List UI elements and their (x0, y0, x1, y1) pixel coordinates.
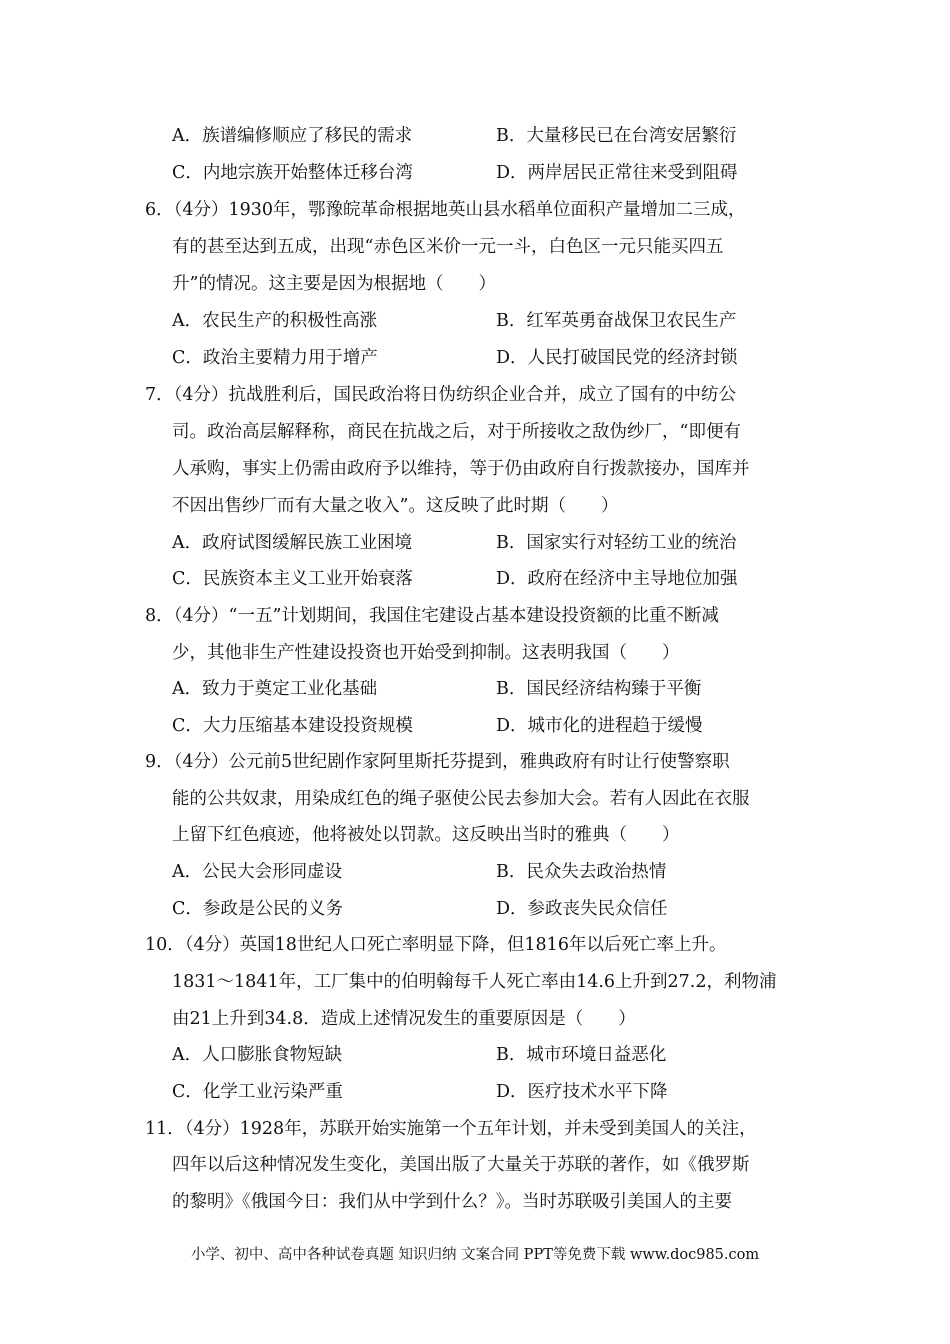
q7-option-a: A．政府试图缓解民族工业困境 (172, 533, 413, 553)
q6-stem-line-2: 有的甚至达到五成，出现“赤色区米价一元一斗，白色区一元只能买四五 (172, 237, 724, 257)
q8-option-d: D．城市化的进程趋于缓慢 (496, 716, 703, 736)
q9-stem-line-1: 9．（4分）公元前5世纪剧作家阿里斯托芬提到，雅典政府有时让行使警察职 (145, 752, 730, 772)
q6-option-a: A．农民生产的积极性高涨 (172, 311, 378, 331)
page-footer: 小学、初中、高中各种试卷真题 知识归纳 文案合同 PPT等免费下载 www.doc985.com (190, 1247, 760, 1263)
q9-option-b: B．民众失去政治热情 (496, 862, 667, 882)
q9-stem-line-2: 能的公共奴隶，用染成红色的绳子驱使公民去参加大会。若有人因此在衣服 (172, 789, 750, 809)
q11-stem-line-2: 四年以后这种情况发生变化，美国出版了大量关于苏联的著作，如《俄罗斯 (172, 1155, 750, 1175)
q5-option-d: D．两岸居民正常往来受到阻碍 (496, 163, 738, 183)
q10-stem-line-3: 由21上升到34.8．造成上述情况发生的重要原因是（ ） (172, 1009, 636, 1029)
q11-stem-line-3: 的黎明》《俄国今日：我们从中学到什么？》。当时苏联吸引美国人的主要 (172, 1192, 732, 1212)
q6-option-b: B．红军英勇奋战保卫农民生产 (496, 311, 737, 331)
q7-stem-line-1: 7．（4分）抗战胜利后，国民政治将日伪纺织企业合并，成立了国有的中纺公 (145, 385, 737, 405)
q7-option-d: D．政府在经济中主导地位加强 (496, 569, 738, 589)
q8-stem-line-2: 少，其他非生产性建设投资也开始受到抑制。这表明我国（ ） (172, 643, 680, 663)
q10-option-d: D．医疗技术水平下降 (496, 1082, 668, 1102)
q11-stem-line-1: 11．（4分）1928年，苏联开始实施第一个五年计划，并未受到美国人的关注， (145, 1119, 757, 1139)
q5-option-b: B．大量移民已在台湾安居繁衍 (496, 126, 737, 146)
q5-option-a: A．族谱编修顺应了移民的需求 (172, 126, 413, 146)
q8-option-c: C．大力压缩基本建设投资规模 (172, 716, 413, 736)
q9-stem-line-3: 上留下红色痕迹，他将被处以罚款。这反映出当时的雅典（ ） (172, 825, 680, 845)
q10-option-a: A．人口膨胀食物短缺 (172, 1045, 343, 1065)
q7-stem-line-3: 人承购，事实上仍需由政府予以维持，等于仍由政府自行拨款接办，国库并 (172, 459, 750, 479)
q9-option-a: A．公民大会形同虚设 (172, 862, 343, 882)
q7-option-b: B．国家实行对轻纺工业的统治 (496, 533, 737, 553)
q7-stem-line-4: 不因出售纱厂而有大量之收入”。这反映了此时期（ ） (172, 496, 619, 516)
q8-stem-line-1: 8．（4分）“一五”计划期间，我国住宅建设占基本建设投资额的比重不断减 (145, 606, 719, 626)
q8-option-b: B．国民经济结构臻于平衡 (496, 679, 702, 699)
q10-option-b: B．城市环境日益恶化 (496, 1045, 667, 1065)
q10-option-c: C．化学工业污染严重 (172, 1082, 343, 1102)
q6-option-c: C．政治主要精力用于增产 (172, 348, 378, 368)
q6-stem-line-3: 升”的情况。这主要是因为根据地（ ） (172, 274, 496, 294)
q6-option-d: D．人民打破国民党的经济封锁 (496, 348, 738, 368)
q7-stem-line-2: 司。政治高层解释称，商民在抗战之后，对于所接收之敌伪纱厂，“即便有 (172, 422, 741, 442)
q6-stem-line-1: 6．（4分）1930年，鄂豫皖革命根据地英山县水稻单位面积产量增加二三成， (145, 200, 746, 220)
q9-option-c: C．参政是公民的义务 (172, 899, 343, 919)
q10-stem-line-1: 10．（4分）英国18世纪人口死亡率明显下降，但1816年以后死亡率上升。 (145, 935, 727, 955)
q7-option-c: C．民族资本主义工业开始衰落 (172, 569, 413, 589)
q9-option-d: D．参政丧失民众信任 (496, 899, 668, 919)
q10-stem-line-2: 1831～1841年，工厂集中的伯明翰每千人死亡率由14.6上升到27.2，利物浦 (172, 972, 777, 992)
q5-option-c: C．内地宗族开始整体迁移台湾 (172, 163, 413, 183)
q8-option-a: A．致力于奠定工业化基础 (172, 679, 378, 699)
